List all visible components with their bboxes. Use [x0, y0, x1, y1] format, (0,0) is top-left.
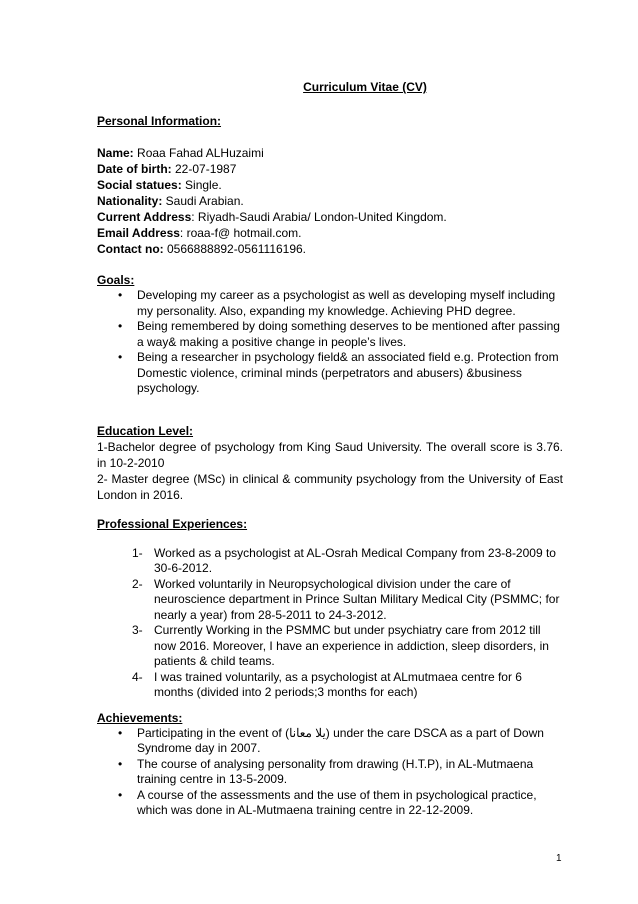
experience-list [97, 546, 563, 701]
field-dob: Date of birth: 22-07-1987 [97, 162, 237, 176]
list-item: • Being a researcher in psychology field& an associated field e.g. Protection from Domestic violence, criminal minds (perpetrators and abusers) &business psychology. [118, 350, 559, 395]
page-number: 1 [556, 853, 562, 864]
goals-heading: Goals: [97, 273, 135, 287]
field-email: Email Address: roaa-f@ hotmail.com. [97, 226, 302, 240]
personal-heading: Personal Information: [97, 114, 222, 128]
list-item: • Participating in the event of (يلا معانا) under the care DSCA as a part of Down Syndrome day in 2007. [118, 725, 544, 755]
education-line: 2- Master degree (MSc) in clinical & community psychology from the University of East London in 2016. [97, 471, 563, 502]
goals-list [97, 288, 563, 397]
list-item: 3- Currently Working in the PSMMC but under psychiatry care from 2012 till now 2016. Moreover, I have an experience in addiction, sleep disorders, in patients & child teams. [132, 623, 549, 668]
achievements-list [97, 726, 563, 819]
list-item: 4- I was trained voluntarily, as a psychologist at ALmutmaea centre for 6 months (divided into 2 periods;3 months for each) [132, 669, 522, 699]
bullet-icon: • [118, 756, 123, 771]
field-social-status: Social statues: Single. [97, 178, 222, 192]
list-item: • Being remembered by doing something deserves to be mentioned after passing a way& making a positive change in people’s lives. [118, 319, 560, 349]
personal-fields [97, 145, 563, 257]
education-heading: Education Level: [97, 423, 194, 438]
list-item: • The course of analysing personality from drawing (H.T.P), in AL-Mutmaena training centre in 13-5-2009. [118, 756, 534, 786]
list-item: • A course of the assessments and the use of them in psychological practice, which was done in AL-Mutmaena training centre in 22-12-2009. [118, 787, 537, 817]
list-item: 2- Worked voluntarily in Neuropsychological division under the care of neuroscience department in Prince Sultan Military Medical City (PSMMC; for nearly a year) from 28-5-2011 to 24-3-2012. [132, 576, 560, 622]
bullet-icon: • [118, 350, 123, 364]
education-line: 1-Bachelor degree of psychology from King Saud University. The overall score is 3.76. in 10-2-2010 [97, 439, 563, 470]
bullet-icon: • [118, 725, 123, 740]
achievements-heading: Achievements: [97, 710, 183, 725]
bullet-icon: • [118, 319, 123, 333]
document-title: Curriculum Vitae (CV) [303, 80, 427, 94]
field-contact: Contact no: 0566888892-0561116196. [97, 242, 307, 256]
list-item: 1- Worked as a psychologist at AL-Osrah Medical Company from 23-8-2009 to 30-6-2012. [132, 545, 556, 575]
field-nationality: Nationality: Saudi Arabian. [97, 194, 244, 208]
field-address: Current Address: Riyadh-Saudi Arabia/ London-United Kingdom. [97, 210, 447, 224]
list-item: • Developing my career as a psychologist as well as developing myself including my personality. Also, expanding my knowledge. Achieving PHD degree. [118, 288, 556, 318]
cv-page [97, 80, 563, 819]
bullet-icon: • [118, 288, 123, 302]
bullet-icon: • [118, 787, 123, 802]
field-name: Name: Roaa Fahad ALHuzaimi [97, 146, 264, 160]
experience-heading: Professional Experiences: [97, 516, 248, 531]
